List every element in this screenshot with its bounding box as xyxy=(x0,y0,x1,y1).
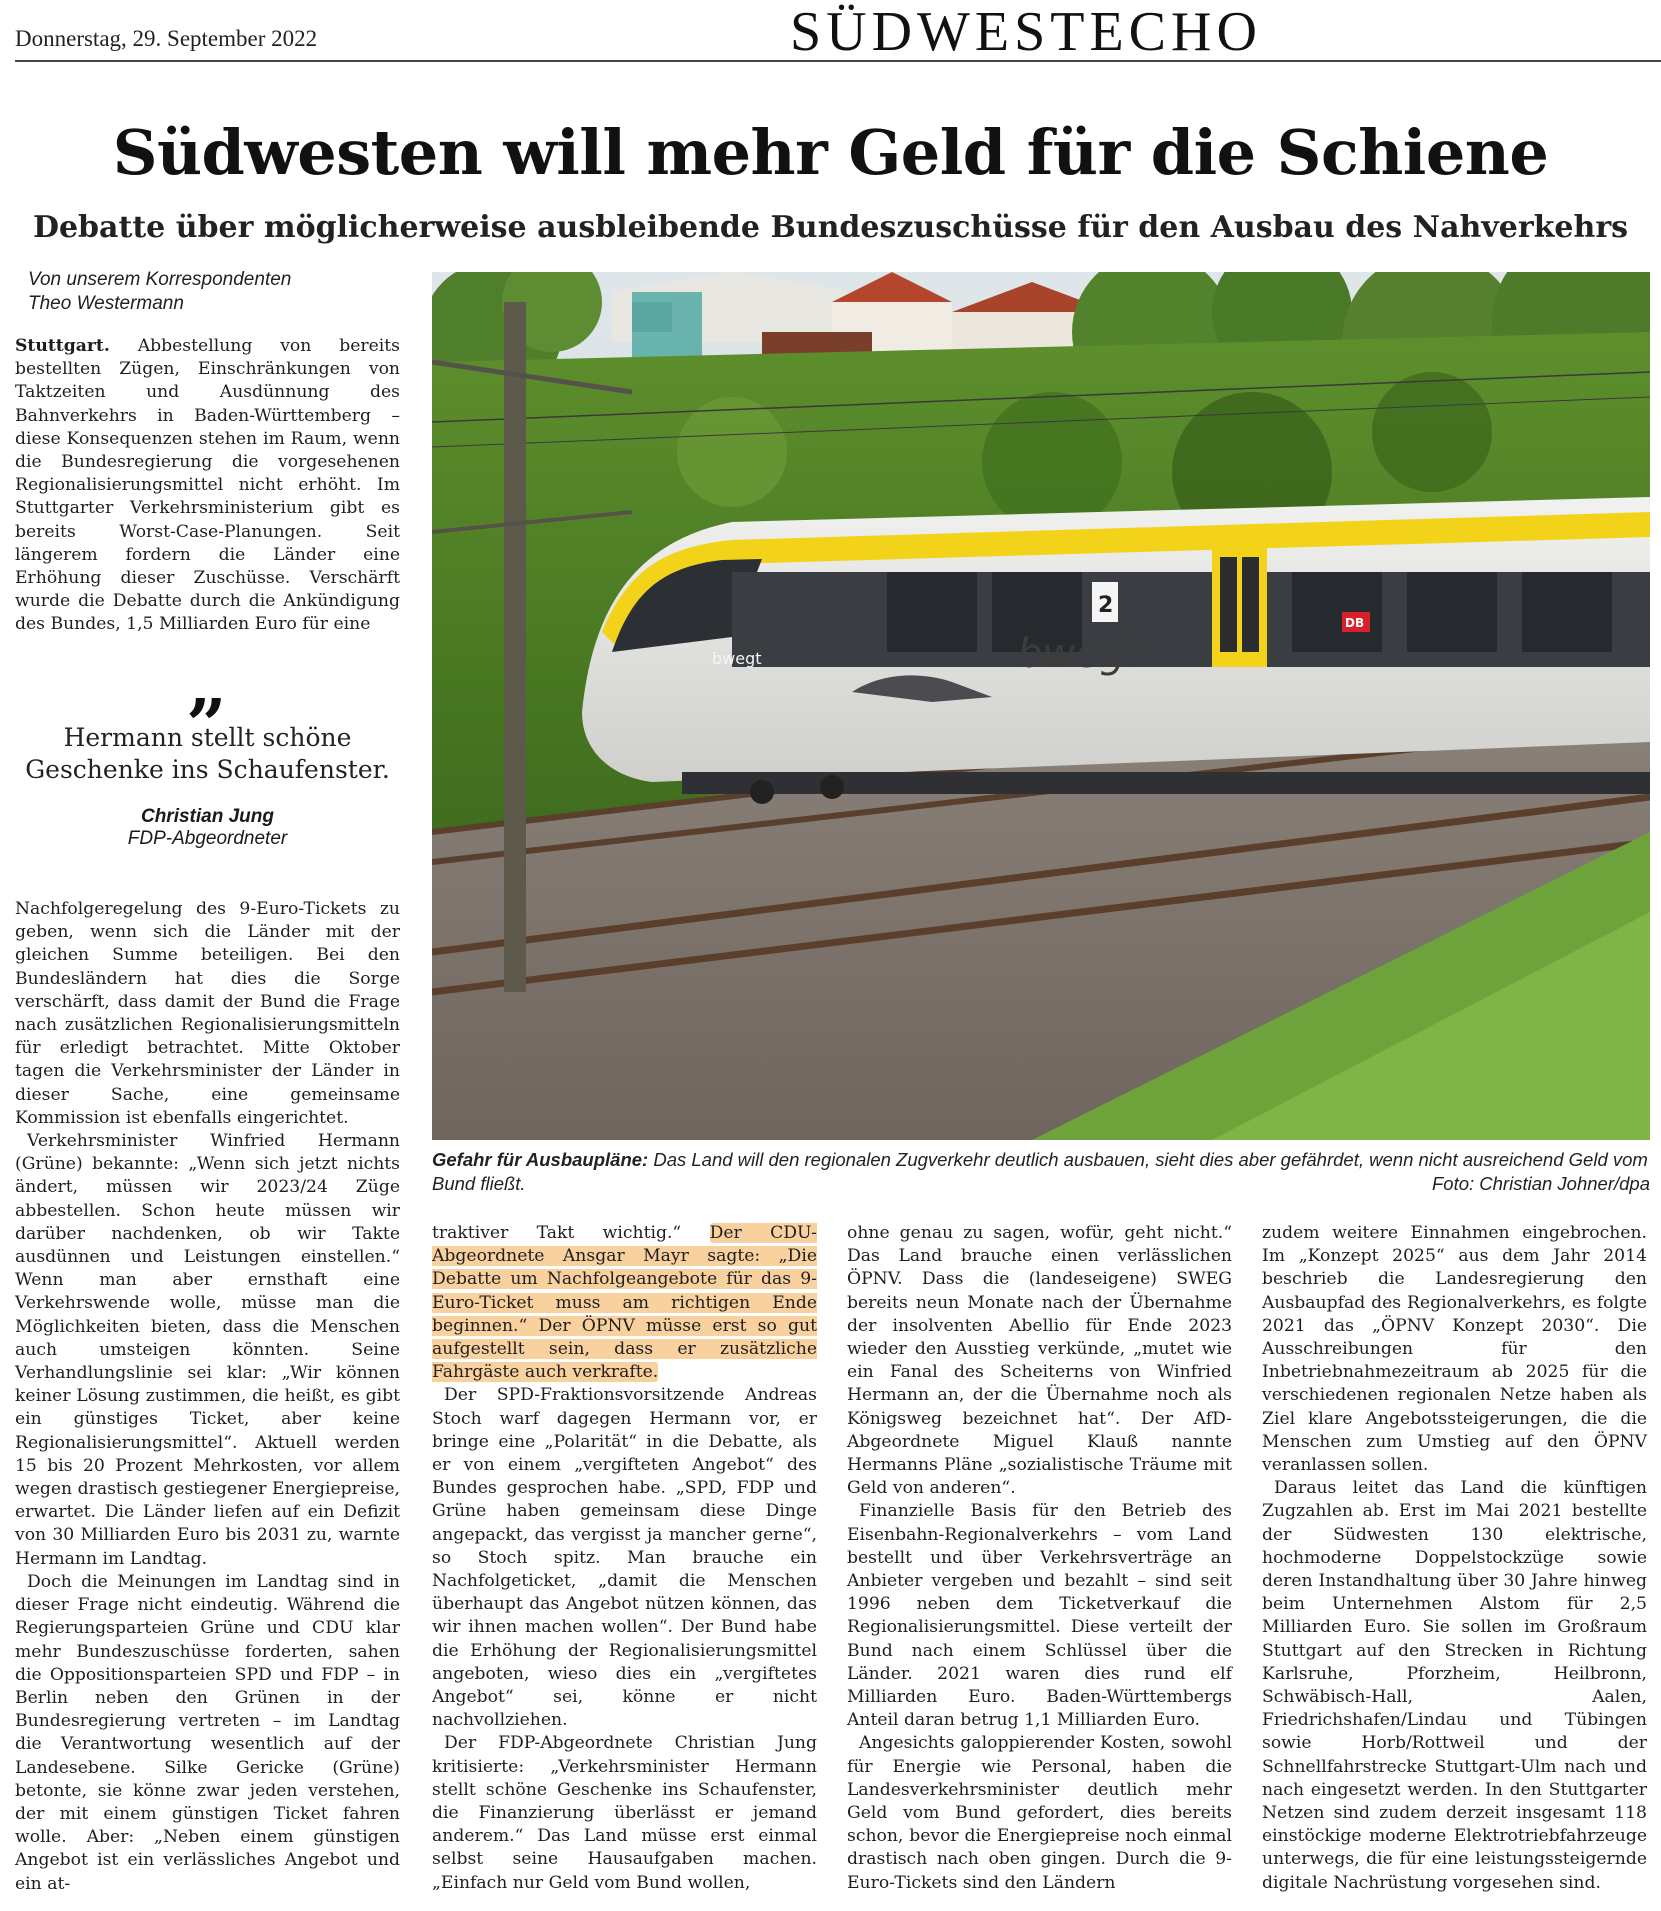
paragraph: Nachfolgeregelung des 9-Euro-Tickets zu geben, wenn sich die Länder mit der gleichen Summe beteiligen. Bei den Bundesländern hat dies die Sorge verschärft, dass damit der Bund die Frage nach zusätzlichen Regionalisierungsmitteln für erledigt betrachtet. Mitte Oktober tagen die Verkehrsminister der Länder in dieser Sache, eine gemeinsame Kommission ist ebenfalls eingerichtet. xyxy=(15,899,400,1128)
paragraph: Der SPD-Fraktionsvorsitzende Andreas Stoch warf dagegen Hermann vor, er bringe eine „Polarität“ in die Debatte, als er von einem „vergifteten Angebot“ des Bundes gesprochen habe. „SPD, FDP und Grüne haben gemeinsam diese Dinge angepackt, das vergisst ja mancher gerne“, so Stoch spitz. Man brauche ein Nachfolgeticket, „damit die Menschen überhaupt das Angebot nützen können, das wir ihnen machen wollen“. Der Bund habe die Erhöhung der Regionalisierungsmittel angeboten, wieso dies ein „vergiftetes Angebot“ sei, könne er nicht nachvollziehen. xyxy=(432,1385,817,1731)
masthead xyxy=(0,0,1661,64)
photo-caption xyxy=(432,1148,1650,1196)
paragraph: Finanzielle Basis für den Betrieb des Eisenbahn-Regionalverkehrs – vom Land bestellt und über Verkehrsverträge an Anbieter vergeben und bezahlt – sind seit 1996 neben dem Ticketverkauf die Regionalisierungsmittel. Diese verteilt der Bund nach einem Schlüssel über die Länder. 2021 waren dies rund elf Milliarden Euro. Baden-Württembergs Anteil daran betrug 1,1 Milliarden Euro. xyxy=(847,1501,1232,1731)
quote-text: Hermann stellt schöne Geschenke ins Schaufenster. xyxy=(25,723,390,784)
quote-mark-icon: „ xyxy=(187,643,228,726)
caption-text: Das Land will den regionalen Zugverkehr deutlich ausbauen, sieht dies aber gefährdet, wenn nicht ausreichend Geld vom Bund fließt. xyxy=(432,1149,1648,1194)
masthead-rule xyxy=(15,60,1661,62)
class-marker: 2 xyxy=(1098,593,1114,618)
photo-credit: Foto: Christian Johner/dpa xyxy=(1431,1173,1650,1194)
quote-role: FDP-Abgeordneter xyxy=(127,828,288,849)
quote-author: Christian Jung xyxy=(140,806,274,827)
column-4 xyxy=(1262,1222,1647,1895)
paragraph: Doch die Meinungen im Landtag sind in dieser Frage nicht eindeutig. Während die Regierungsparteien Grüne und CDU klar mehr Bundeszuschüsse forderten, sahen die Oppositionsparteien SPD und FDP – in Berlin neben den Grünen in der Bundesregierung vertreten – im Landtag die Verantwortung wesentlich auf der Landesebene. Silke Gericke (Grüne) betonte, sie könne zwar jeden verstehen, der mit einem günstigen Ticket fahren wolle. Aber: „Neben einem günstigen Angebot ist ein verlässliches Angebot und ein at- xyxy=(15,1571,400,1894)
highlighted-quote: Der CDU-Abgeordnete Ansgar Mayr sagte: „Die Debatte um Nachfolgeangebote für das 9-Euro-Ticket muss am richtigen Ende beginnen.“ Der ÖPNV müsse erst so gut aufgestellt sein, dass er zusätzliche Fahrgäste auch verkrafte. xyxy=(432,1223,817,1383)
lead-paragraph xyxy=(15,335,400,637)
train-logo-small: bwegt xyxy=(712,649,762,668)
paragraph: Daraus leitet das Land die künftigen Zugzahlen ab. Erst im Mai 2021 bestellte der Südwesten 130 elektrische, hochmoderne Doppelstockzüge sowie deren Instandhaltung über 30 Jahre hinweg beim Unternehmen Alstom für 2,5 Milliarden Euro. Sie sollen im Großraum Stuttgart auf den Strecken in Richtung Karlsruhe, Pforzheim, Heilbronn, Schwäbisch-Hall, Aalen, Friedrichshafen/Lindau und Tübingen sowie Horb/Rottweil und der Schnellfahrstrecke Stuttgart-Ulm nach und nach eingesetzt werden. In den Stuttgarter Netzen sind zudem derzeit insgesamt 118 einstöckige moderne Elektrotriebfahrzeuge unterwegs, die für eine leistungssteigernde digitale Nachrüstung vorgesehen sind. xyxy=(1262,1478,1647,1893)
paragraph: Verkehrsminister Winfried Hermann (Grüne) bekannte: „Wenn sich jetzt nichts ändert, müssen wir 2023/24 Züge abbestellen. Schon heute müssen wir darüber nachdenken, ob wir Takte ausdünnen und Leistungen einstellen.“ Wenn man aber ernsthaft eine Verkehrswende wolle, müsse man die Möglichkeiten bieten, dass die Menschen auch umsteigen könnten. Seine Verhandlungslinie sei klar: „Wir können keiner Lösung zustimmen, die heißt, es gibt ein günstiges Ticket, aber keine Regionalisierungsmittel“. Aktuell werden 15 bis 20 Prozent Mehrkosten, vor allem wegen drastisch gestiegener Energiepreise, erwartet. Die Länder liefen auf ein Defizit von 30 Milliarden Euro bis 2031 zu, warnte Hermann im Landtag. xyxy=(15,1131,400,1569)
section-title: SÜDWESTECHO xyxy=(790,1,1262,63)
column-2 xyxy=(432,1222,817,1895)
paragraph: ohne genau zu sagen, wofür, geht nicht.“ Das Land brauche einen verlässlichen ÖPNV. Dass die (landeseigene) SWEG bereits neun Monate nach der Übernahme der insolventen Abellio für Ende 2023 wieder den Ausstieg verkünde, „mutet wie ein Fanal des Scheiterns von Winfried Hermann an, der die Übernahme noch als Königsweg bezeichnet hat“. Der AfD-Abgeordnete Miguel Klauß nannte Hermanns Pläne „sozialistische Träume mit Geld von anderen“. xyxy=(847,1223,1232,1499)
pull-quote xyxy=(15,643,400,850)
train-illustration xyxy=(432,272,1650,1140)
dateline: Stuttgart. xyxy=(15,336,110,356)
train-photo xyxy=(432,272,1650,1140)
article-subheadline: Debatte über möglicherweise ausbleibende Bundeszuschüsse für den Ausbau des Nahverkehrs xyxy=(32,210,1629,245)
column-3 xyxy=(847,1222,1232,1895)
byline-role: Von unserem Korrespondenten xyxy=(28,269,292,290)
paragraph-start: traktiver Takt wichtig.“ xyxy=(432,1223,710,1243)
train-logo: bwegt xyxy=(1017,631,1141,677)
paragraph: Angesichts galoppierender Kosten, sowohl für Energie wie Personal, haben die Landesverkehrsminister deutlich mehr Geld vom Bund gefordert, dies bereits schon, bevor die Energiepreise noch einmal drastisch nach oben gingen. Durch die 9-Euro-Tickets sind den Ländern xyxy=(847,1733,1232,1893)
byline-author: Theo Westermann xyxy=(28,293,184,314)
lead-text: Abbestellung von bereits bestellten Zügen, Einschränkungen von Taktzeiten und Ausdünnung des Bahnverkehrs in Baden-Württemberg – diese Konsequenzen stehen im Raum, wenn die Bundesregierung die vorgesehenen Regionalisierungsmittel nicht erhöht. Im Stuttgarter Verkehrsministerium gibt es bereits Worst-Case-Planungen. Seit längerem fordern die Länder eine Erhöhung dieser Zuschüsse. Verschärft wurde die Debatte durch die Ankündigung des Bundes, 1,5 Milliarden Euro für eine xyxy=(15,336,400,635)
paragraph: Der FDP-Abgeordnete Christian Jung kritisierte: „Verkehrsminister Hermann stellt schöne Geschenke ins Schaufenster, die Finanzierung überlässt er jemand anderem.“ Das Land müsse erst einmal selbst seine Hausaufgaben machen. „Einfach nur Geld vom Bund wollen, xyxy=(432,1733,817,1893)
column-1-bottom xyxy=(15,898,400,1896)
byline xyxy=(28,268,408,316)
issue-date: Donnerstag, 29. September 2022 xyxy=(15,26,318,51)
paragraph: zudem weitere Einnahmen eingebrochen. Im „Konzept 2025“ aus dem Jahr 2014 beschrieb die Landesregierung den Ausbaupfad des Regionalverkehrs, es folgte 2021 das „ÖPNV Konzept 2030“. Die Ausschreibungen für den Inbetriebnahmezeitraum ab 2025 für die verschiedenen regionalen Netze haben als Ziel klare Angebotssteigerungen, die die Menschen zum Umstieg auf den ÖPNV veranlassen sollen. xyxy=(1262,1223,1647,1476)
column-1-top xyxy=(15,335,400,637)
paragraph xyxy=(432,1222,817,1384)
article-headline: Südwesten will mehr Geld für die Schiene xyxy=(112,116,1549,189)
operator-logo: DB xyxy=(1345,616,1365,630)
caption-lead: Gefahr für Ausbaupläne: xyxy=(432,1149,649,1170)
